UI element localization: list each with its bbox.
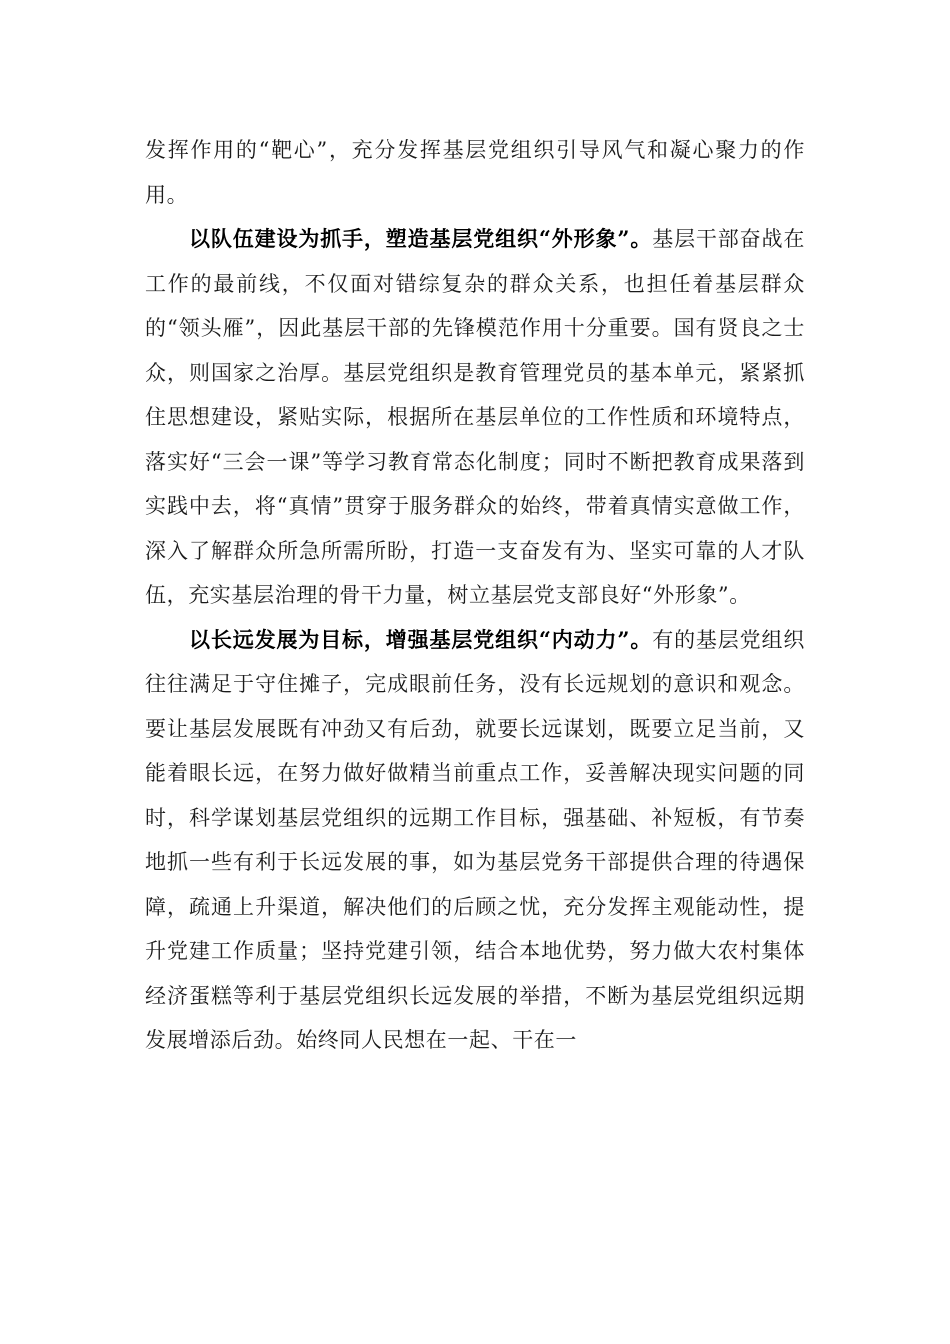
paragraph-text: 基层干部奋战在工作的最前线，不仅面对错综复杂的群众关系，也担任着基层群众的“领头雁”，因此基层干部的先锋模范作用十分重要。国有贤良之士众，则国家之治厚。基层党组织是教育管理党员的基本单元，紧紧抓住思想建设，紧贴实际，根据所在基层单位的工作性质和环境特点，落实好“三会一课”等学习教育常态化制度；同时不断把教育成果落到实践中去，将“真情”贯穿于服务群众的始终，带着真情实意做工作，深入了解群众所急所需所盼，打造一支奋发有为、坚实可靠的人才队伍，充实基层治理的骨干力量，树立基层党支部良好“外形象”。 bbox=[145, 227, 805, 607]
paragraph-long-term-development bbox=[145, 618, 805, 1063]
paragraph-text: 发挥作用的“靶心”，充分发挥基层党组织引导风气和凝心聚力的作用。 bbox=[145, 138, 805, 207]
paragraph-lead-heading: 以长远发展为目标，增强基层党组织“内动力”。 bbox=[189, 626, 653, 652]
paragraph-continuation bbox=[145, 128, 805, 217]
paragraph-text: 有的基层党组织往往满足于守住摊子，完成眼前任务，没有长远规划的意识和观念。要让基层发展既有冲劲又有后劲，就要长远谋划，既要立足当前，又能着眼长远，在努力做好做精当前重点工作，妥善解决现实问题的同时，科学谋划基层党组织的远期工作目标，强基础、补短板，有节奏地抓一些有利于长远发展的事，如为基层党务干部提供合理的待遇保障，疏通上升渠道，解决他们的后顾之忧，充分发挥主观能动性，提升党建工作质量；坚持党建引领，结合本地优势，努力做大农村集体经济蛋糕等利于基层党组织长远发展的举措，不断为基层党组织远期发展增添后劲。始终同人民想在一起、干在一 bbox=[145, 627, 805, 1052]
paragraph-team-building bbox=[145, 217, 805, 618]
article-body bbox=[145, 128, 805, 1063]
paragraph-lead-heading: 以队伍建设为抓手，塑造基层党组织“外形象”。 bbox=[189, 226, 653, 251]
